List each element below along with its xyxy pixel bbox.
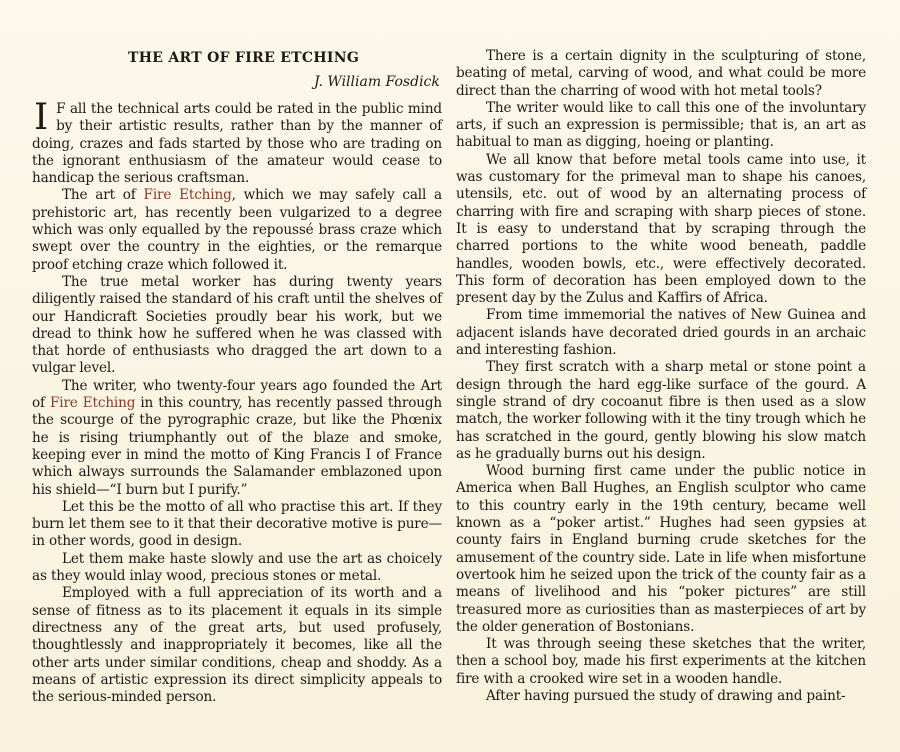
right-paragraph-6: Wood burning first came under the public notice in America when Ball Hughes, an English sculptor who came to this country early in the 19th century, became well known as a “poker artist.” Hughes had seen gypsies at county fairs in England burning crude sketches for the amusement of the country side. Late in life when misfortune overtook him he seized upon the trick of the county fair as a means of livelihood and his “poker pictures” are still treasured more as curiosities than as masterpieces of art by the older generation of Bostonians.: [456, 463, 866, 635]
right-paragraph-8: After having pursued the study of drawing and paint-: [486, 687, 846, 704]
left-paragraph-4: [32, 378, 442, 499]
left-paragraph-5: Let this be the motto of all who practise this art. If they burn let them see to it that their decorative motive is pure—in other words, good in design.: [32, 498, 442, 550]
left-column: [32, 97, 442, 706]
left-paragraph-2-end: , which we may safely call a prehistoric art, has recently been vulgarized to a degree which was only equalled by the repoussé brass craze which swept over the country in the eighties, or the remarque proof etching craze which followed it.: [32, 187, 442, 273]
right-paragraph-4: From time immemorial the natives of New Guinea and adjacent islands have decorated dried gourds in an archaic and interesting fashion.: [456, 307, 866, 359]
article-byline: J. William Fosdick: [314, 74, 440, 90]
right-paragraph-1: There is a certain dignity in the sculpturing of stone, beating of metal, carving of wood, and what could be more direct than the charring of wood with hot metal tools?: [456, 48, 866, 99]
article-title: THE ART OF FIRE ETCHING: [128, 50, 360, 66]
left-paragraph-4-start: The writer, who twenty-four years ago founded the Art of: [32, 377, 442, 412]
right-paragraph-2: The writer would like to call this one of the involuntary arts, if such an expression is permissible; that is, an art as habitual to man as digging, hoeing or planting.: [456, 99, 866, 151]
right-paragraph-7: It was through seeing these sketches that the writer, then a school boy, made his first experiments at the kitchen fire with a crooked wire set in a wooden handle.: [456, 636, 866, 687]
right-paragraph-3: We all know that before metal tools came into use, it was customary for the primeval man to shape his canoes, utensils, etc. out of wood by an alternating process of charring with fire and scraping with sharp pieces of stone. It is easy to understand that by scraping through the charred portions to the white wood beneath, paddle handles, wooden bowls, etc., were effectively decorated. This form of decoration has been employed down to the present day by the Zulus and Kaffirs of Africa.: [456, 151, 866, 307]
left-paragraph-7: Employed with a full appreciation of its worth and a sense of fitness as to its placement it equals in its simple directness any of the great arts, but used profusely, thoughtlessly and inappropriately it becomes, like all the other arts under similar conditions, cheap and shoddy. As a means of artistic expression its direct simplicity appeals to the serious-minded person.: [32, 585, 442, 706]
fire-etching-term: Fire Etching: [143, 187, 232, 204]
left-paragraph-4-end: in this country, has recently passed through the scourge of the pyrographic craze, but like the Phœnix he is rising triumphantly out of the blaze and smoke, keeping ever in mind the motto of King Francis I of France which always surrounds the Salamander emblazoned upon his shield—“I burn but I purify.”: [32, 395, 442, 498]
left-paragraph-1: [32, 97, 442, 187]
left-paragraph-6: Let them make haste slowly and use the art as choicely as they would inlay wood, precious stones or metal.: [32, 550, 442, 585]
left-paragraph-1-text: F all the technical arts could be rated in the public mind by their artistic results, rather than by the manner of doing, crazes and fads started by those who are trading on the ignorant enthusiasm of the amateur would cease to handicap the serious craftsman.: [32, 101, 442, 187]
fire-etching-term: Fire Etching: [49, 395, 136, 412]
drop-cap: I: [34, 97, 49, 138]
left-paragraph-3: The true metal worker has during twenty years diligently raised the standard of his craft until the shelves of our Handicraft Societies proudly bear his work, but we dread to think how he suffered when he was classed with that horde of enthusiasts who dragged the art down to a vulgar level.: [32, 273, 442, 377]
left-paragraph-2-start: The art of: [62, 187, 144, 204]
right-column: [456, 48, 866, 705]
right-paragraph-5: They first scratch with a sharp metal or stone point a design through the hard egg-like surface of the gourd. A single strand of dry cocoanut fibre is then used as a slow match, the worker following with it the tiny trough which he has scratched in the gourd, gently blowing his slow match as he gradually burns out his design.: [456, 359, 866, 462]
left-paragraph-2: [32, 187, 442, 273]
